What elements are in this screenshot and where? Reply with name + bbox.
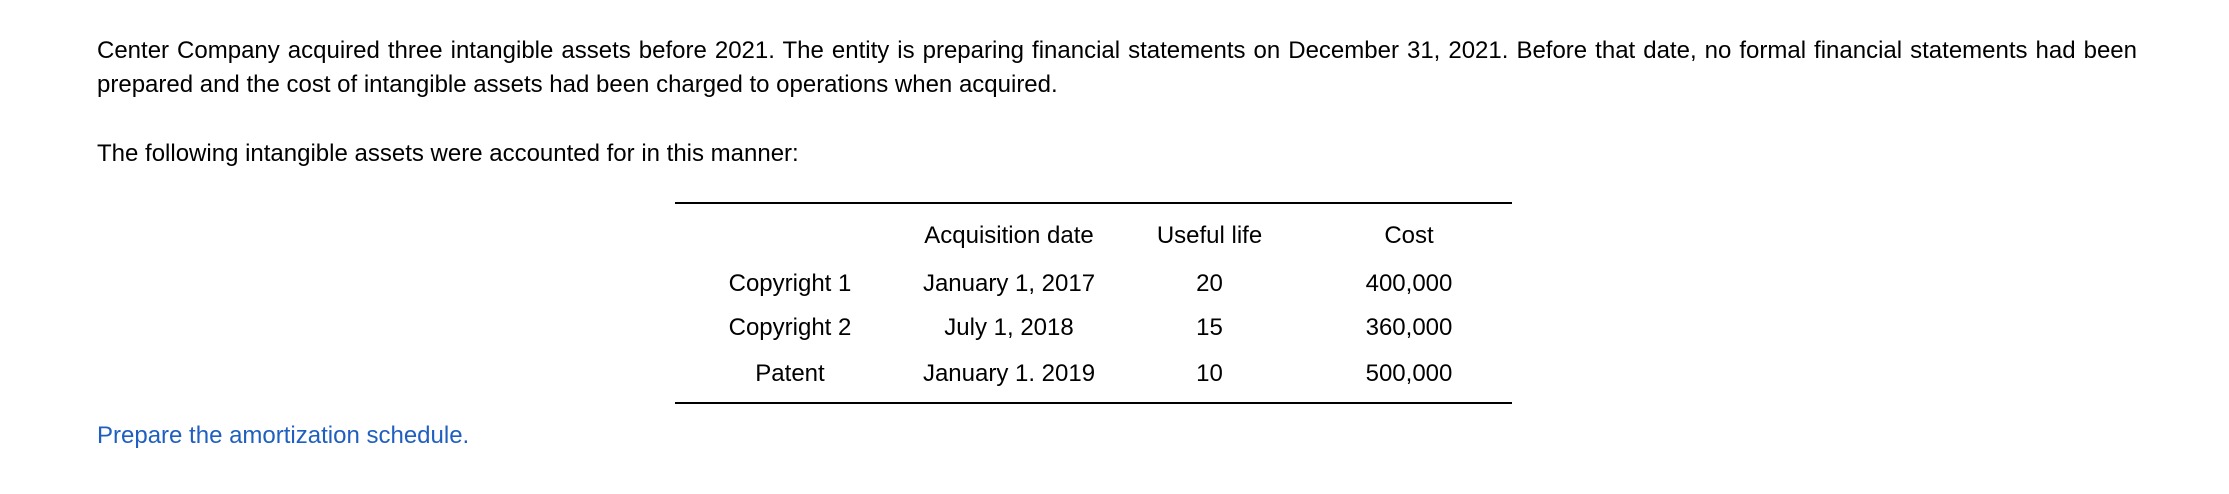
useful-life-cell: 15 [1196, 314, 1223, 341]
header-cost: Cost [1384, 222, 1434, 249]
cost-cell: 360,000 [1365, 314, 1453, 341]
acquisition-date-cell: January 1. 2019 [922, 360, 1096, 387]
table-lead-sentence: The following intangible assets were accounted for in this manner: [97, 140, 799, 167]
header-asset [675, 203, 905, 262]
header-useful-life: Useful life [1156, 222, 1263, 249]
table-row [675, 306, 1512, 350]
asset-name-cell: Copyright 1 [728, 270, 852, 297]
useful-life-cell: 10 [1196, 360, 1223, 387]
asset-name-cell: Copyright 2 [728, 314, 852, 341]
table-row [675, 350, 1512, 403]
asset-name-cell: Patent [755, 360, 825, 387]
table-row [675, 262, 1512, 306]
cost-cell: 500,000 [1365, 360, 1453, 387]
acquisition-date-cell: January 1, 2017 [922, 270, 1096, 297]
cost-cell: 400,000 [1365, 270, 1453, 297]
problem-intro-paragraph: Center Company acquired three intangible assets before 2021. The entity is preparing financial statements on December 31, 2021. Before that date, no formal financial statements had been prepared and the cost of intangible assets had been charged to operations when acquired. [97, 37, 2137, 98]
header-acquisition-date: Acquisition date [924, 222, 1094, 249]
prepare-schedule-link[interactable]: Prepare the amortization schedule. [97, 422, 470, 449]
table-header-row [675, 203, 1512, 262]
useful-life-cell: 20 [1196, 270, 1223, 297]
intangible-assets-table [675, 202, 1512, 404]
acquisition-date-cell: July 1, 2018 [944, 314, 1074, 341]
